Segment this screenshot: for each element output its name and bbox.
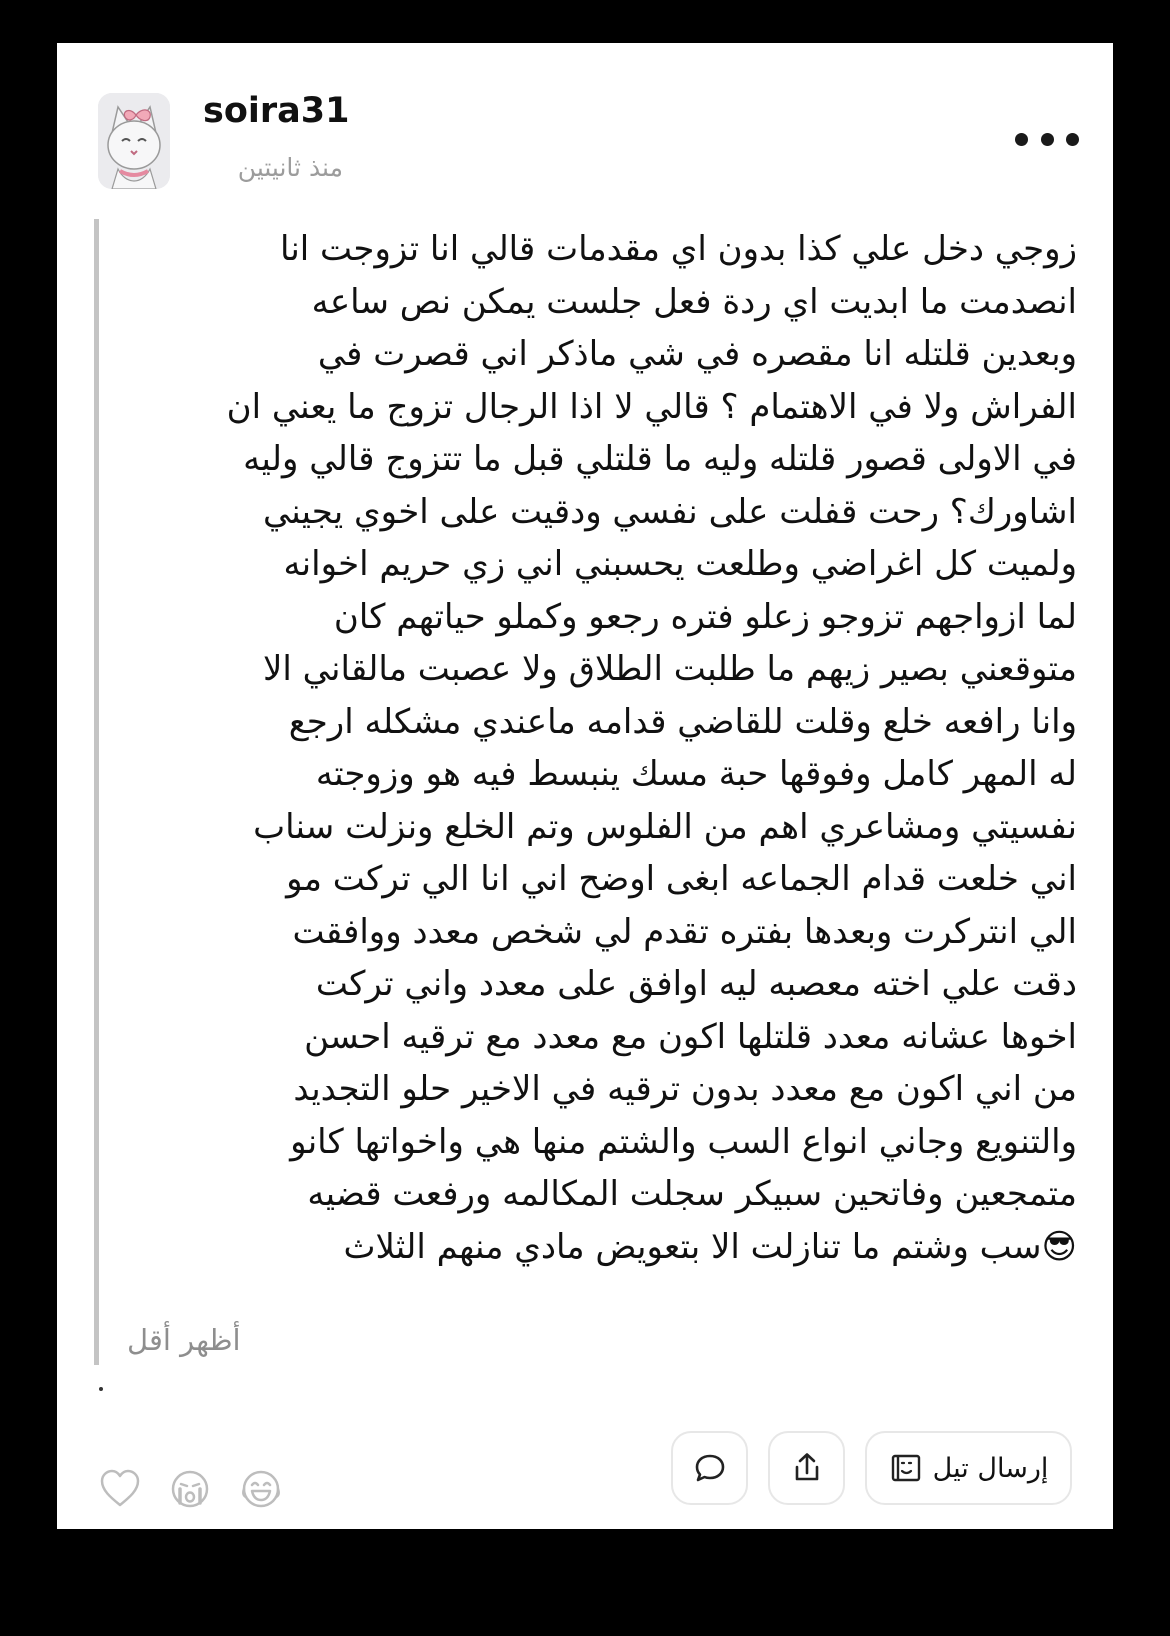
post-line: متمجعين وفاتحين سبيكر سجلت المكالمه ورفعت قضيه xyxy=(307,1174,1077,1214)
share-icon xyxy=(789,1450,825,1486)
more-dot xyxy=(1041,133,1054,146)
post-line: والتنويع وجاني انواع السب والشتم منها هي واخواتها كانو xyxy=(290,1121,1077,1162)
heart-icon[interactable] xyxy=(98,1467,142,1511)
cat-avatar-image xyxy=(98,93,170,189)
post-line: الي انتركرت وبعدها بفتره تقدم لي شخص معدد ووافقت xyxy=(292,911,1077,952)
post-line: دقت علي اخته معصبه ليه اوافق على معدد واني تركت xyxy=(315,964,1077,1004)
post-line: 😎سب وشتم ما تنازلت الا بتعويض مادي منهم الثلاث xyxy=(343,1226,1077,1267)
post-line: لما ازواجهم تزوجو زعلو فتره رجعو وكملو حياتهم كان xyxy=(333,596,1077,637)
post-line: وانا رافعه خلع وقلت للقاضي قدامه ماعندي مشكله ارجع xyxy=(288,701,1077,742)
post-line: له المهر كامل وفوقها حبة مسك ينبسط فيه هو وزوجته xyxy=(315,754,1077,794)
post-line: انصدمت ما ابديت اي ردة فعل جلست يمكن نص ساعه xyxy=(311,281,1077,322)
post-card xyxy=(57,43,1113,1529)
laughing-face-icon[interactable] xyxy=(239,1467,283,1511)
post-line: زوجي دخل علي كذا بدون اي مقدمات قالي انا تزوجت انا xyxy=(279,229,1077,269)
post-body-text xyxy=(127,223,1077,1328)
comment-button[interactable] xyxy=(671,1431,748,1505)
show-less-link[interactable]: أظهر أقل xyxy=(127,1323,241,1357)
post-line: اني خلعت قدام الجماعه ابغى اوضح اني انا الي تركت مو xyxy=(286,859,1077,899)
more-dot xyxy=(1066,133,1079,146)
send-tell-button[interactable] xyxy=(865,1431,1072,1505)
tell-book-icon xyxy=(889,1451,923,1485)
more-dots-icon[interactable] xyxy=(1015,119,1079,159)
separator-dot xyxy=(99,1387,103,1391)
quote-bar xyxy=(94,219,99,1365)
more-dot xyxy=(1015,133,1028,146)
username[interactable]: soira31 xyxy=(203,91,350,131)
post-line: من اني اكون مع معدد بدون ترقيه في الاخير حلو التجديد xyxy=(293,1069,1077,1109)
share-button[interactable] xyxy=(768,1431,845,1505)
post-line: متوقعني بصير زيهم ما طلبت الطلاق ولا عصبت مالقاني الا xyxy=(263,649,1077,689)
post-line: في الاولى قصور قلتله وليه ما قلتلي قبل ما تتزوج قالي وليه xyxy=(243,439,1077,479)
post-line: وبعدين قلتله انا مقصره في شي ماذكر اني قصرت في xyxy=(317,334,1077,374)
avatar[interactable] xyxy=(98,93,170,189)
post-line: ولميت كل اغراضي وطلعت يحسبني اني زي حريم اخوانه xyxy=(283,544,1077,584)
post-line: الفراش ولا في الاهتمام ؟ قالي لا اذا الرجال تزوج ما يعني ان xyxy=(226,386,1077,427)
crying-face-icon[interactable] xyxy=(168,1467,212,1511)
post-line: اشاورك؟ رحت قفلت على نفسي ودقيت على اخوي يجيني xyxy=(262,491,1077,532)
post-timestamp: منذ ثانيتين xyxy=(237,153,343,182)
post-line: اخوها عشانه معدد قلتلها اكون مع معدد مع ترقيه احسن xyxy=(304,1016,1077,1057)
post-line: نفسيتي ومشاعري اهم من الفلوس وتم الخلع ونزلت سناب xyxy=(253,806,1077,847)
comment-bubble-icon xyxy=(692,1450,728,1486)
send-tell-label: إرسال تيل xyxy=(932,1452,1049,1484)
